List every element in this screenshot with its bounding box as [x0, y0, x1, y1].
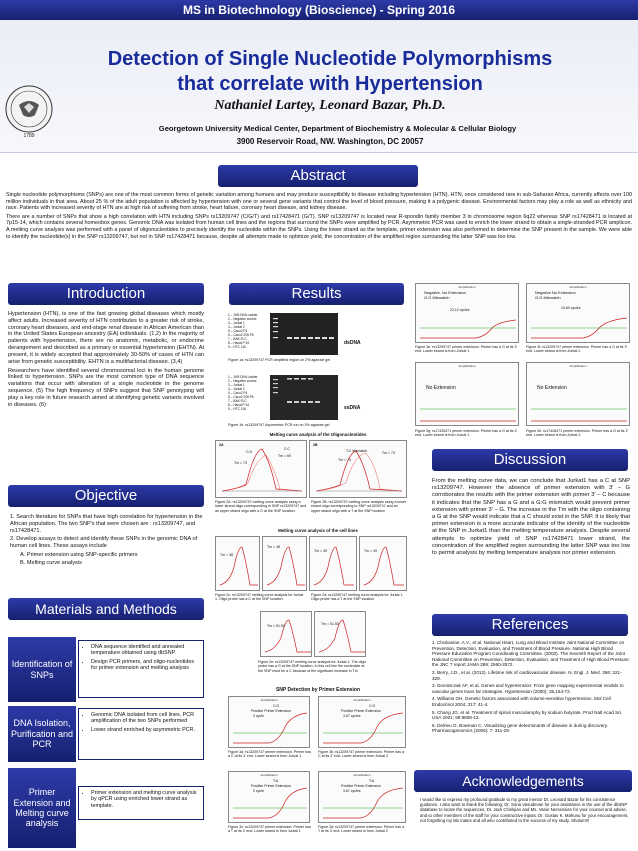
melt-cell-svg	[360, 537, 408, 592]
melt-cell-svg	[310, 537, 358, 592]
reference-item: 4. Williams GH. Genetic factors associated with volume-sensitive hypertension. Mol Cell Endocrinol 2004; 217: 41-4.	[432, 696, 611, 707]
objective-heading: Objective	[74, 487, 138, 504]
gel-1-caption: Figure 1a: rs13209747 PCR amplified region on 2% agarose gel	[228, 358, 331, 362]
chart-annotation: Tm = 49	[314, 549, 327, 553]
chart-annotation: 19.60 cycles	[561, 306, 581, 310]
reference-item: 1. Chobanian, A.V., et al. National Heart, Lung and Blood Institute Joint National Committee on Prevention, Detection, Evaluation, and Treatment of Blood Pressure. National High Blood Pressure Education Program Coordinating Committee. (2003). The Seventh Report of the Joint National Committee on Prevention, Detection, Evaluation, and Treatment of High Blood Pressure: the JNC 7 report JAMA 289: 2560-2572.	[432, 640, 630, 668]
abstract-body	[6, 192, 632, 242]
lane-label: 1 – 1KB DNA Ladder	[228, 313, 258, 317]
melt-g-svg	[315, 612, 367, 658]
abstract-heading-banner	[218, 165, 418, 187]
chart-annotation: Tm = 69	[278, 454, 291, 458]
chart-annotation: Positive Primer Extension	[341, 784, 381, 788]
discussion-heading: Discussion	[493, 451, 567, 468]
fig-3f-caption: Figure 3f: rs13209747 primer extension. Primer has a G at its 3' end. Lower strand is from Jurkat 2	[526, 345, 628, 354]
pe-svg	[229, 697, 311, 749]
objective-sub-a: A. Primer extension using SNP-specific primers	[20, 552, 138, 559]
lane-label: 8 – Hacat P 34	[228, 341, 250, 345]
chart-annotation: 0 cycle	[253, 714, 264, 718]
methods-bullet: • Lower strand enriched by asymmetric PCR.	[91, 727, 199, 733]
poster-header	[0, 0, 638, 153]
reference-item: 6. Delrieu O, Bowman C. Visualizing gene determinants of disease in during discovery. Pharmacogenomics (2006); 7: 311-29.	[432, 722, 609, 734]
lane-label: 4 – Jurkat 2	[228, 325, 245, 329]
introduction-heading-banner	[8, 283, 204, 305]
chart-annotation: 22.12 cycles	[450, 308, 470, 312]
chart-annotation: C:G	[369, 704, 376, 708]
amp-title: Amplification	[569, 364, 587, 368]
chart-annotation: T:A	[273, 779, 279, 783]
chart-id-label: 2B	[313, 443, 318, 447]
chart-annotation: Tm = 73	[338, 458, 351, 462]
objective-sub-b: B. Melting curve analysis	[20, 559, 82, 566]
melt-chart-2a	[215, 440, 307, 498]
pe-title: SNP Detection by Primer Extension	[275, 687, 361, 693]
chart-annotation: Tm = 48	[267, 545, 280, 549]
chart-annotation: No Extension	[426, 385, 456, 391]
chart-annotation: Negative. No Extension	[424, 290, 466, 295]
fig-3c-caption: Figure 3c: rs13209747 primer extension. Primer has a T at its 3' end. Lower strand is from Jurkat 1	[228, 825, 311, 834]
methods-label-isolation	[8, 706, 76, 762]
pe-chart-3c	[228, 771, 310, 823]
lane-label: 2 – Negative control	[228, 317, 257, 321]
gel-2-tag: ssDNA	[344, 405, 361, 411]
melt-g-svg	[261, 612, 313, 658]
lane-label: 9 – HTC 116	[228, 407, 246, 411]
amp-title: Amplification	[353, 698, 371, 702]
amp-chart-3f	[526, 283, 630, 343]
gel-2-lane-legend	[228, 375, 268, 411]
acknowledgements-body: I would like to express my profound gratitude to my great mentor Dr. Leonard Bazar for his consistence guidance. I also want to thank the following; Dr. Sona Vasudevan for your assistance in the use of the dbSNP database to locate the sequences, Dr. Jack Chirikjian and Ms. Vanie Nersessian for your counsel and advise, and to other members of the staff for your constructive inputs. Dr. Gustav K. Mahunu for your encouragement, not forgetting my lab mates and all who contributed to the success of my study. Shalom!!!	[420, 797, 629, 823]
georgetown-seal-logo	[5, 85, 53, 133]
discussion-heading-banner	[432, 449, 628, 471]
seal-year: 1789	[23, 133, 35, 139]
methods-bullet: • Design PCR primers, and oligo-nucleotides for primer extension and melting analysis	[91, 659, 199, 672]
methods-heading: Materials and Methods	[35, 601, 177, 617]
amp-svg	[416, 363, 520, 427]
fig-2d-caption-1: Figure 2d: rs13209747 melting curve analysis for Jurkat 1. Oligo probe has a T at the SNP location	[311, 593, 404, 602]
chart-annotation: T:A	[369, 779, 375, 783]
lane-label: 3 – Jurkat 1	[228, 383, 245, 387]
fig-3a-caption: Figure 3a: rs13209747 primer extension. Primer has a C at its 3' end. Lower strand is from Jurkat 1	[228, 750, 312, 759]
melt-cell-chart-1	[215, 536, 260, 591]
lane-label: 7 – BAK FLC	[228, 337, 247, 341]
reference-item: 2. Berry, J.D., et al. (2012). Lifetime risk of cardiovascular disease. N. Engl. J. Med. 366: 321-329.	[432, 669, 622, 681]
introduction-body	[8, 311, 204, 410]
chart-annotation: 3.67 cycles	[343, 714, 361, 718]
melt-g-chart-2	[314, 611, 366, 657]
chart-annotation: Tm = 51.50	[267, 624, 285, 628]
methods-detail-identification	[78, 640, 204, 698]
fig-2c-caption-1: Figure 2c: rs13209747 melting curve analysis for Jurkat 1. Oligo probe has a C at the SNP location	[215, 593, 304, 602]
lane-label: 5 – Caco2 P4	[228, 329, 248, 333]
abstract-paragraph-2: There are a number of SNPs that show a high correlation with HTN including SNPs rs13209747 (C/G/T) and rs17428471 (G/T). SNP rs13209747 is located near R-spondin family member 3 in chromosome region 6q22 whereas SNP rs17428471 is located at 7p15-14, which contains several homeobox genes. Genomic DNA was isolated from human cell lines and the regions that surround the SNPs were amplified by PCR. Asymmetric PCR was used to enrich the lower strand to obtain a single-stranded PCR amplicon. A melting curve analysis was performed with a panel of oligonucleotides to precisely identify the nucleotide within the SNPs. Using the lower strand as the template, primer extension was also performed to determine the SNP present in the sample. We were able to identify the nucleotide(s) in the SNP rs13209747, but not in SNP rs17428471 because, despite all attempts made to optimize yield, the concentration of the amplified region surrounding the latter SNP was too low.	[6, 213, 632, 240]
chart-annotation: Tm = 48	[220, 553, 233, 557]
chart-annotation: Negative No Extension	[535, 290, 576, 295]
methods-detail-isolation	[78, 708, 204, 760]
melt-curve-2a-svg	[216, 441, 308, 499]
affiliation: Georgetown University Medical Center, Department of Biochemistry & Molecular & Cellular Biology	[158, 124, 517, 133]
chart-annotation: No Extension	[537, 385, 567, 391]
discussion-body: From the melting curve data, we can conclude that Jurkat1 has a C at SNP rs13209747. However the absence of primer extension with 3' – G corroborates the results with the primer extension with primer 3' – C because it indicates that the SNP has a G and a G:G mismatch would prevent primer extension with primer 3' – G. The increase in the Tm with the oligo containing a G at the SNP would indicate that a C should exist in the SNP. It is likely that primer extension is a more accurate indicator of the identity of the nucleotide at the SNP in Jurkat1 than the melting temperature analysis. Despite several attempts to optimize yield of SNP rs17428471 lower strand, the concentration of the amplified region surrounding the latter SNP was too low to permit analysis by melting temperature analysis nor primer extension.	[432, 478, 630, 556]
fig-2e-caption: Figure 2e: rs13209747 melting curve analysis for Jurkat 1. The oligo probe has a G at the SNP location. In this cell line the nucleotide at the SNP must be a C because of the significant increase in Tm	[258, 660, 367, 673]
introduction-heading: Introduction	[66, 285, 146, 302]
chart-annotation: Positive Primer Extension	[251, 784, 291, 788]
amp-chart-3h	[526, 362, 630, 426]
chart-annotation: 3.67 cycles	[343, 789, 361, 793]
methods-label-primer	[8, 768, 76, 848]
melt-chart-2b	[309, 440, 407, 498]
address: 3900 Reservoir Road, NW. Washington, DC 20057	[236, 137, 424, 146]
abstract-heading: Abstract	[290, 167, 346, 184]
methods-label-text: Primer Extension and Melting curve analysis	[13, 787, 71, 829]
methods-label-identification	[8, 637, 76, 702]
chart-annotation: C:C	[284, 447, 291, 451]
fig-2a-caption: Figure 2A: rs13209747 melting curve analysis using a lower strand oligo corresponding to SNP rs13209747 and an upper strand oligo with a G at the SNP location.	[215, 500, 307, 513]
chart-annotation: C:G	[246, 450, 253, 454]
pe-chart-3b	[318, 696, 406, 748]
gel-1-tag: dsDNA	[344, 340, 361, 346]
objective-item-1: 1. Search literature for SNPs that have high correlation for hypertension in the African population. The two SNP's that were chosen are : rs13209747, and rs17428471.	[10, 514, 203, 534]
chart-annotation: G:G Mismatch	[424, 295, 450, 300]
acknowledgements-heading-banner	[414, 770, 632, 792]
introduction-paragraph-1: Hypertension (HTN), is one of the fast growing global diseases which mostly affect adults. Increased severity of HTN contributes to a greater risk of stroke, coronary heart diseases, and end-stage renal disease in African American than in the United States European ancestry (EA) individuals. (1,2) In the majority of patients with hypertension, there are no anatomic, metabolic, or endocrine derangement and described as a primary or essential hypertension (EHTN). At present, it is widely accepted that approximately 30-50% of cases of HTN can arise from genetic susceptibility. EHTN is a multifactorial disease. (3,4)	[8, 311, 204, 365]
gel-1-image	[270, 313, 338, 355]
lane-label: 9 – HTC 116	[228, 345, 246, 349]
melt-cell-chart-4	[359, 536, 407, 591]
chart-annotation: Positive Primer Extension	[341, 709, 381, 713]
methods-bullet: • Genomic DNA isolated from cell lines, PCR amplification of the two SNPs performed	[91, 712, 199, 725]
gel-2-caption: Figure 1b: rs13209747 Asymmetric PCR run on 3% agarose gel	[228, 423, 330, 427]
melt-cell-title: Melting curve analysis of the cell lines	[278, 528, 358, 533]
fig-3g-caption: Figure 3g: rs17428471 primer extension. Primer has a G at its 3' end. Lower strand is from Jurkat 1	[415, 429, 518, 438]
poster-title-line1: Detection of Single Nucleotide Polymorphisms	[107, 48, 553, 70]
pe-svg	[229, 772, 311, 824]
amp-title: Amplification	[458, 285, 476, 289]
melt-g-chart-1	[260, 611, 312, 657]
fig-3b-caption: Figure 3b: rs13209747 primer extension. Primer has a C at its 3' end. Lower strand is from Jurkat 2	[318, 750, 405, 759]
course-title: MS in Biotechnology (Bioscience) - Spring 2016	[182, 3, 456, 17]
amp-title: Amplification	[458, 364, 476, 368]
chart-id-label: 2A	[219, 443, 224, 447]
fig-3d-caption: Figure 3d: rs13209747 primer extension. Primer has a T at its 3' end. Lower strand is from Jurkat 2	[318, 825, 405, 834]
objective-item-2: 2. Develop assays to detect and identify these SNPs in the genomic DNA of human cell lines. These assays include	[10, 536, 198, 550]
reference-item: 5. Chang JG, et al. Treatment of spinal muscularophy by sodium butyrate. Prod Natl Acad Sci USA 2001; 98:9808-13.	[432, 709, 622, 721]
pe-chart-3d	[318, 771, 406, 823]
acknowledgements-heading: Acknowledgements	[462, 773, 584, 789]
chart-annotation: 0 cycle	[253, 789, 264, 793]
objective-heading-banner	[8, 485, 204, 507]
fig-3h-caption: Figure 3h: rs17428471 primer extension. Primer has a G at its 3' end. Lower strand is from Jurkat 2	[526, 429, 629, 438]
methods-bullet: • Primer extension and melting curve analysis by qPCR using enriched lower strand as template.	[91, 790, 199, 809]
lane-label: 5 – Caco2 P4	[228, 391, 248, 395]
authors: Nathaniel Lartey, Leonard Bazar, Ph.D.	[214, 98, 446, 113]
lane-label: 7 – BAK FLC	[228, 399, 247, 403]
lane-label: 6 – Caco2 205 P6	[228, 395, 254, 399]
fig-2b-caption: Figure 2B: rs13209747 melting curve analysis using a lower strand oligo corresponding to SNP rs13209747 and an upper strand oligo with a T at the SNP location	[311, 500, 407, 513]
poster-title-line2: that correlate with Hypertension	[177, 73, 483, 95]
lane-label: 2 – Negative control	[228, 379, 257, 383]
introduction-paragraph-2: Researchers have identified several chromosomal loci in the human genome linked to hypertension. SNPs are the most common type of DNA sequence variations that occur with alteration of a single nucleotide in the genome sequence. (5) The high frequency of SNPs suggest that SNP genotyping will play a key role in future research aimed at identifying genetic variants involved in diseases. (6)	[8, 367, 204, 408]
amp-title: Amplification	[260, 698, 278, 702]
references-heading-banner	[432, 614, 628, 636]
references-heading: References	[491, 616, 569, 633]
reference-item: 3. Dominiczak AF, et al. Genes and hypertension: From gene mapping experimental models to vascular genes trans far strategies. Hypertension (2000); 35,164-72.	[432, 683, 624, 694]
chart-annotation: Positive Primer Extension	[251, 709, 291, 713]
chart-annotation: C:G	[273, 704, 280, 708]
amp-title: Amplification	[353, 773, 371, 777]
amp-title: Amplification	[260, 773, 278, 777]
methods-detail-primer	[78, 786, 204, 820]
abstract-paragraph-1: Single nucleotide polymorphisms (SNPs) are one of the most common forms of genetic variation among humans and may produce susceptibility to disease including hypertension (HTN). HTN, once considered rare in sub-Saharan Africa, currently affects over 100 million individuals in that area. About 25 % of the adult population is affected by hypertension with one or several gene variants that control the level of blood pressure, making it a polygenic disease. Environmental factors may play a role as well as ethnicity and race. Patients with increased severity of HTN are at high risk of suffering from stroke, heart failure, coronary heart disease, and kidney disease.	[6, 192, 632, 212]
melt-cell-chart-2	[262, 536, 307, 591]
methods-label-text: DNA Isolation, Purification and PCR	[10, 718, 74, 750]
lane-label: 3 – Jurkat 1	[228, 321, 245, 325]
chart-annotation: T:C Mismatch	[346, 449, 368, 453]
chart-annotation: Tm = 73	[382, 451, 395, 455]
melt-oligo-title: Melting curve analysis of the Oligonucleotides	[269, 432, 367, 437]
amp-svg	[527, 363, 631, 427]
chart-annotation: Tm = 51.50	[321, 622, 339, 626]
lane-label: 1 – 1KB DNA Ladder	[228, 375, 258, 379]
pe-svg	[319, 772, 407, 824]
fig-3e-caption: Figure 3e: rs13209747 primer extension. Primer has a G at its 3' end. Lower strand is from Jurkat 1	[415, 345, 518, 354]
chart-annotation: Tm = 49	[364, 549, 377, 553]
methods-heading-banner	[8, 598, 204, 620]
chart-annotation: G:G Mismatch	[535, 295, 561, 300]
results-heading: Results	[291, 285, 342, 302]
objective-body	[10, 514, 204, 569]
gel-1-lane-legend	[228, 313, 268, 349]
amp-chart-3g	[415, 362, 519, 426]
references-list	[432, 640, 630, 736]
methods-bullet: • DNA sequence identified and annealed temperature obtained using dbSNP.	[91, 644, 199, 657]
chart-annotation: Tm = 73	[234, 461, 247, 465]
results-heading-banner	[229, 283, 404, 305]
gel-2-image	[270, 375, 338, 420]
melt-cell-svg	[216, 537, 261, 592]
methods-label-text: Identification of SNPs	[11, 659, 73, 680]
course-banner	[0, 0, 638, 20]
lane-label: 4 – Jurkat 2	[228, 387, 245, 391]
amp-title: Amplification	[569, 285, 587, 289]
amp-chart-3e	[415, 283, 519, 343]
pe-chart-3a	[228, 696, 310, 748]
melt-cell-chart-3	[309, 536, 357, 591]
lane-label: 8 – Hacat P 34	[228, 403, 250, 407]
lane-label: 6 – Caco2 205 P6	[228, 333, 254, 337]
pe-svg	[319, 697, 407, 749]
